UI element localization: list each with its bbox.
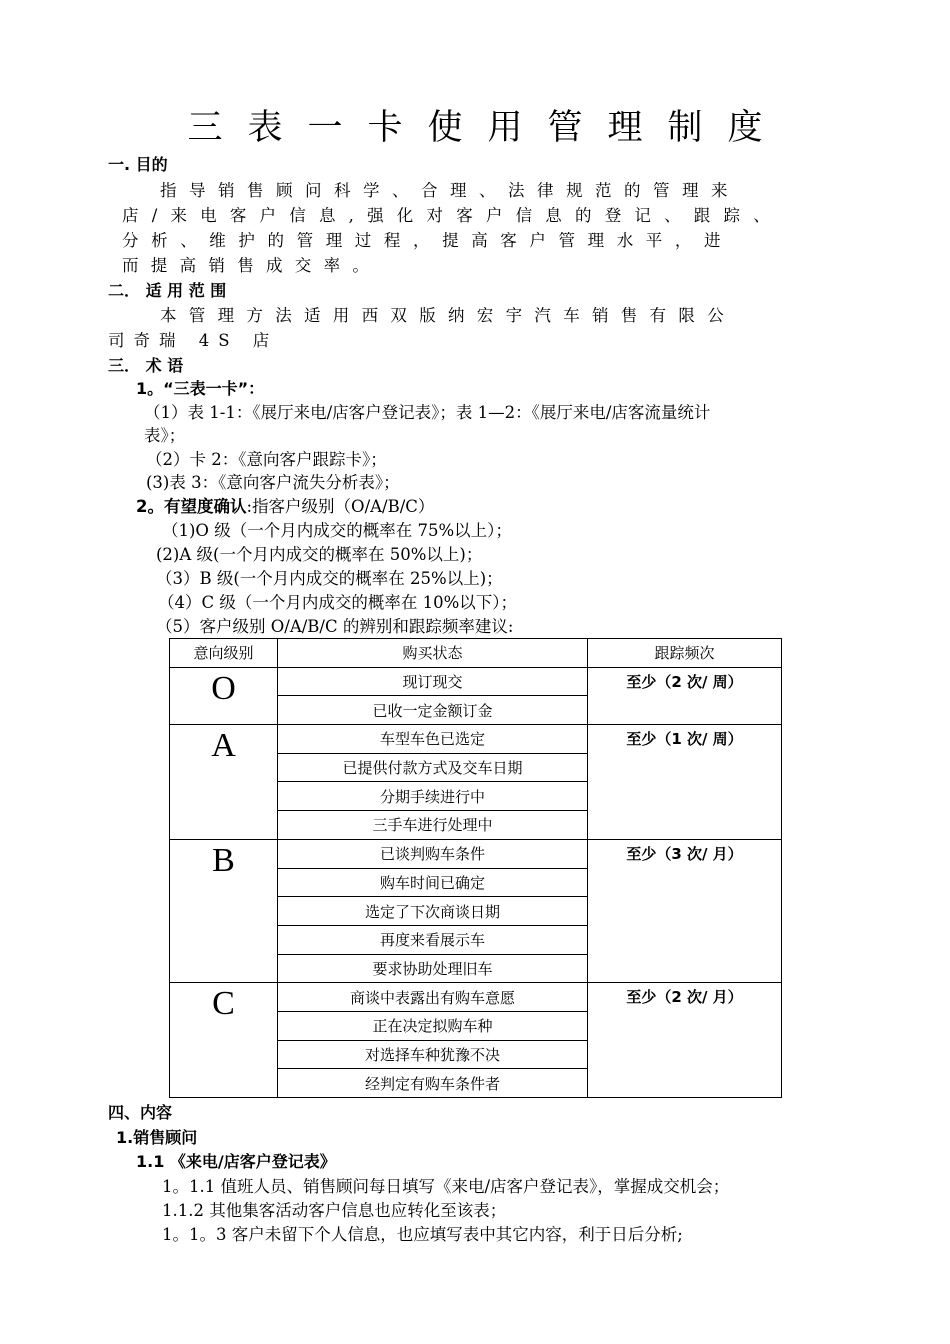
- term-1-heading: 1。“三表一卡”：: [136, 379, 265, 398]
- header-level: 意向级别: [170, 639, 278, 668]
- level-cell-o: O: [170, 667, 278, 724]
- state-cell: 分期手续进行中: [278, 782, 588, 811]
- level-cell-c: C: [170, 983, 278, 1098]
- frequency-cell-b: 至少（3 次/ 月）: [588, 839, 782, 982]
- section-4-line-3: 1。1。3 客户未留下个人信息，也应填写表中其它内容，利于日后分析;: [162, 1225, 683, 1244]
- term-2-text: :指客户级别（O/A/B/C）: [246, 497, 435, 516]
- header-state: 购买状态: [278, 639, 588, 668]
- section-1-line-2: 店/来电客户信息,强化对客户信息的登记、跟踪、: [122, 206, 783, 225]
- page-title: 三表一卡使用管理制度: [187, 108, 788, 148]
- section-3-heading: 三． 术 语: [108, 356, 184, 375]
- section-4-line-2: 1.1.2 其他集客活动客户信息也应转化至该表；: [162, 1201, 507, 1220]
- section-1-line-4: 而提高销售成交率。: [122, 256, 382, 275]
- table-intro-line: （5）客户级别 O/A/B/C 的辨别和跟踪频率建议:: [156, 617, 514, 636]
- state-cell: 购车时间已确定: [278, 868, 588, 897]
- state-cell: 已谈判购车条件: [278, 839, 588, 868]
- section-1-heading: 一. 目的: [108, 155, 168, 174]
- table-row: [170, 725, 782, 754]
- section-2-line-1: 本管理方法适用西双版纳宏宇汽车销售有限公: [160, 306, 736, 325]
- state-cell: 对选择车种犹豫不决: [278, 1040, 588, 1069]
- section-4-heading: 四、内容: [108, 1103, 173, 1122]
- section-2-heading: 二． 适 用 范 围: [108, 281, 227, 300]
- term-1-line-1: （1）表 1-1：《展厅来电/店客户登记表》；表 1—2：《展厅来电/店客流量统计: [144, 403, 711, 422]
- state-cell: 商谈中表露出有购车意愿: [278, 983, 588, 1012]
- table-row: [170, 983, 782, 1012]
- section-4-sub-1-1: 1.1 《来电/店客户登记表》: [136, 1152, 336, 1171]
- level-cell-a: A: [170, 725, 278, 840]
- level-a-line: (2)A 级(一个月内成交的概率在 50%以上)；: [156, 545, 483, 564]
- state-cell: 正在决定拟购车种: [278, 1011, 588, 1040]
- level-cell-b: B: [170, 839, 278, 982]
- section-2-line-2: 司奇瑞 4S 店: [108, 331, 279, 350]
- state-cell: 车型车色已选定: [278, 725, 588, 754]
- state-cell: 现订现交: [278, 667, 588, 696]
- level-c-line: （4）C 级（一个月内成交的概率在 10%以下）；: [158, 593, 518, 612]
- level-o-line: （1)O 级（一个月内成交的概率在 75%以上）；: [162, 521, 512, 540]
- table-header-row: [170, 639, 782, 668]
- frequency-cell-o: 至少（2 次/ 周）: [588, 667, 782, 724]
- state-cell: 要求协助处理旧车: [278, 954, 588, 983]
- section-4-line-1: 1。1.1 值班人员、销售顾问每日填写《来电/店客户登记表》，掌握成交机会；: [162, 1177, 730, 1196]
- customer-level-table: [169, 638, 782, 1098]
- section-4-sub-1: 1.销售顾问: [116, 1128, 198, 1147]
- state-cell: 再度来看展示车: [278, 925, 588, 954]
- frequency-cell-c: 至少（2 次/ 月）: [588, 983, 782, 1098]
- frequency-cell-a: 至少（1 次/ 周）: [588, 725, 782, 840]
- term-1-line-2: 表》；: [144, 426, 186, 445]
- term-2-heading: 2。有望度确认: [136, 497, 247, 516]
- term-1-line-3: （2）卡 2：《意向客户跟踪卡》；: [146, 450, 387, 469]
- section-1-line-1: 指导销售顾问科学、合理、法律规范的管理来: [160, 181, 740, 200]
- term-1-line-4: (3)表 3：《意向客户流失分析表》；: [146, 473, 400, 492]
- state-cell: 三手车进行处理中: [278, 811, 588, 840]
- state-cell: 已收一定金额订金: [278, 696, 588, 725]
- section-1-line-3: 分析、维护的管理过程，提高客户管理水平，进: [122, 231, 734, 250]
- header-frequency: 跟踪频次: [588, 639, 782, 668]
- state-cell: 经判定有购车条件者: [278, 1069, 588, 1098]
- table-row: [170, 667, 782, 696]
- level-b-line: （3）B 级(一个月内成交的概率在 25%以上)；: [156, 569, 503, 588]
- state-cell: 已提供付款方式及交车日期: [278, 753, 588, 782]
- state-cell: 选定了下次商谈日期: [278, 897, 588, 926]
- table-row: [170, 839, 782, 868]
